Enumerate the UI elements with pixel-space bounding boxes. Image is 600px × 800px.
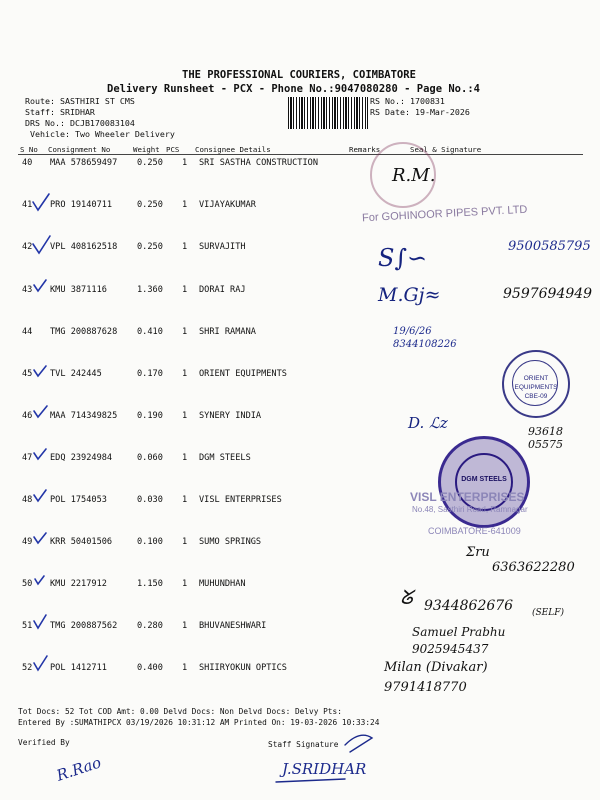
row-weight: 0.170 [137,369,163,379]
row-pcs: 1 [182,663,188,673]
row-weight: 0.280 [137,621,163,631]
row-consignment: EDQ 23924984 [50,453,113,463]
row-pcs: 1 [182,327,188,337]
stamp-address-r48: No.48, Sasthiri Road, Ramnagar [412,505,528,514]
row-consignment: TMG 200887562 [50,621,118,631]
row-weight: 0.410 [137,327,163,337]
staff-sig-underline [276,779,345,782]
row-pcs: 1 [182,621,188,631]
row-consignment: MAA 714349825 [50,411,118,421]
row-consignee: SHRI RAMANA [199,327,256,337]
row-consignment: KRR 50401506 [50,537,113,547]
row-weight: 0.250 [137,242,163,252]
col-consignee: Consignee Details [195,145,271,154]
row-consignee: SHIIRYOKUN OPTICS [199,663,287,673]
row-consignment: POL 1754053 [50,495,107,505]
row-consignment: MAA 578659497 [50,158,118,168]
row-weight: 0.190 [137,411,163,421]
company-stamp-r48: VISL ENTERPRISES [410,490,525,504]
row-sno: 50 [22,579,33,589]
row-consignee: ORIENT EQUIPMENTS [199,369,287,379]
row-sno: 47 [22,453,33,463]
row-consignee: SRI SASTHA CONSTRUCTION [199,158,318,168]
signature-r49: Ʃru [466,545,490,560]
row-sno: 48 [22,495,33,505]
phone-r46: 93618 05575 [528,425,563,451]
phone-r50: 9344862676 [424,598,514,614]
row-consignment: TVL 242445 [50,369,102,379]
row-pcs: 1 [182,453,188,463]
col-seal-signature: Seal & Signature [410,145,482,154]
verified-by-label: Verified By [18,738,70,747]
verified-signature: R.Rao [54,753,104,785]
seal-text-r45: ORIENT EQUIPMENTS CBE-09 [514,375,558,400]
staff-sig-flourish [345,735,372,752]
row-consignment: POL 1412711 [50,663,107,673]
col-weight: Weight [133,145,160,154]
col-remarks: Remarks [349,145,381,154]
row-sno: 44 [22,327,33,337]
row-consignee: BHUVANESHWARI [199,621,267,631]
signature-r50: ᘜ [400,585,413,609]
row-sno: 41 [22,200,33,210]
row-weight: 0.060 [137,453,163,463]
entered-by-line: Entered By :SUMATHIPCX 03/19/2026 10:31:12 AM Printed On: 19-03-2026 10:33:24 [18,718,380,727]
note-r50: (SELF) [532,608,564,618]
row-sno: 43 [22,285,33,295]
rs-number: RS No.: 1700831 [370,96,445,106]
row-consignee: VISL ENTERPRISES [199,495,282,505]
row-consignment: KMU 2217912 [50,579,107,589]
row-sno: 42 [22,242,33,252]
totals-line: Tot Docs: 52 Tot COD Amt: 0.00 Delvd Docs: Non Delvd Docs: Delvy Pts: [18,707,342,716]
staff-signature-label: Staff Signature [268,740,339,749]
phone-r49: 6363622280 [492,560,575,575]
row-pcs: 1 [182,537,188,547]
col-sno: S No [20,145,38,154]
row-consignee: SYNERY INDIA [199,411,262,421]
drs-info: DRS No.: DCJB170083104 [25,118,135,128]
rs-date: RS Date: 19-Mar-2026 [370,107,470,117]
row-weight: 1.150 [137,579,163,589]
row-weight: 1.360 [137,285,163,295]
row-pcs: 1 [182,369,188,379]
row-consignment: VPL 408162518 [50,242,118,252]
signature-r46: D. ℒz [408,414,448,432]
phone-r43: 9597694949 [503,286,593,302]
row-consignee: MUHUNDHAN [199,579,246,589]
row-pcs: 1 [182,285,188,295]
note-r44: 19/6/26 8344108226 [393,326,457,350]
seal-text-r47: DGM STEELS [461,476,507,483]
row-consignee: DGM STEELS [199,453,251,463]
row-pcs: 1 [182,579,188,589]
runsheet-title: THE PROFESSIONAL COURIERS, COIMBATORE [182,69,416,81]
row-consignment: TMG 200887628 [50,327,118,337]
row-weight: 0.030 [137,495,163,505]
row-sno: 40 [22,158,33,168]
row-consignment: KMU 3871116 [50,285,107,295]
row-pcs: 1 [182,242,188,252]
row-weight: 0.400 [137,663,163,673]
row-consignment: PRO 19140711 [50,200,113,210]
row-pcs: 1 [182,411,188,421]
staff-info: Staff: SRIDHAR [25,107,95,117]
col-consignment: Consignment No [48,145,111,154]
row-sno: 52 [22,663,33,673]
stamp-city-r48: COIMBATORE-641009 [428,526,521,536]
company-stamp-r41: For GOHINOOR PIPES PVT. LTD [361,203,528,225]
signature-r43: M.Gj≈ [378,284,441,306]
signature-r52: Milan (Divakar) 9791418770 [384,660,488,695]
signature-r51: Samuel Prabhu 9025945437 [412,625,506,656]
row-pcs: 1 [182,200,188,210]
row-sno: 49 [22,537,33,547]
row-sno: 51 [22,621,33,631]
phone-r42: 9500585795 [508,239,591,254]
signature-r42: S∫∽ [378,244,428,272]
row-weight: 0.250 [137,200,163,210]
route-info: Route: SASTHIRI ST CMS [25,96,135,106]
row-consignee: VIJAYAKUMAR [199,200,256,210]
vehicle-info: Vehicle: Two Wheeler Delivery [30,129,175,139]
col-pcs: PCS [166,145,180,154]
row-weight: 0.250 [137,158,163,168]
row-consignee: SUMO SPRINGS [199,537,262,547]
row-sno: 46 [22,411,33,421]
signature-r40: R.M. [392,165,436,186]
row-consignee: SURVAJITH [199,242,246,252]
runsheet-subtitle: Delivery Runsheet - PCX - Phone No.:9047080280 - Page No.:4 [107,83,480,95]
row-weight: 0.100 [137,537,163,547]
row-pcs: 1 [182,495,188,505]
row-consignee: DORAI RAJ [199,285,246,295]
staff-signature: J.SRIDHAR [282,760,367,778]
row-sno: 45 [22,369,33,379]
row-pcs: 1 [182,158,188,168]
